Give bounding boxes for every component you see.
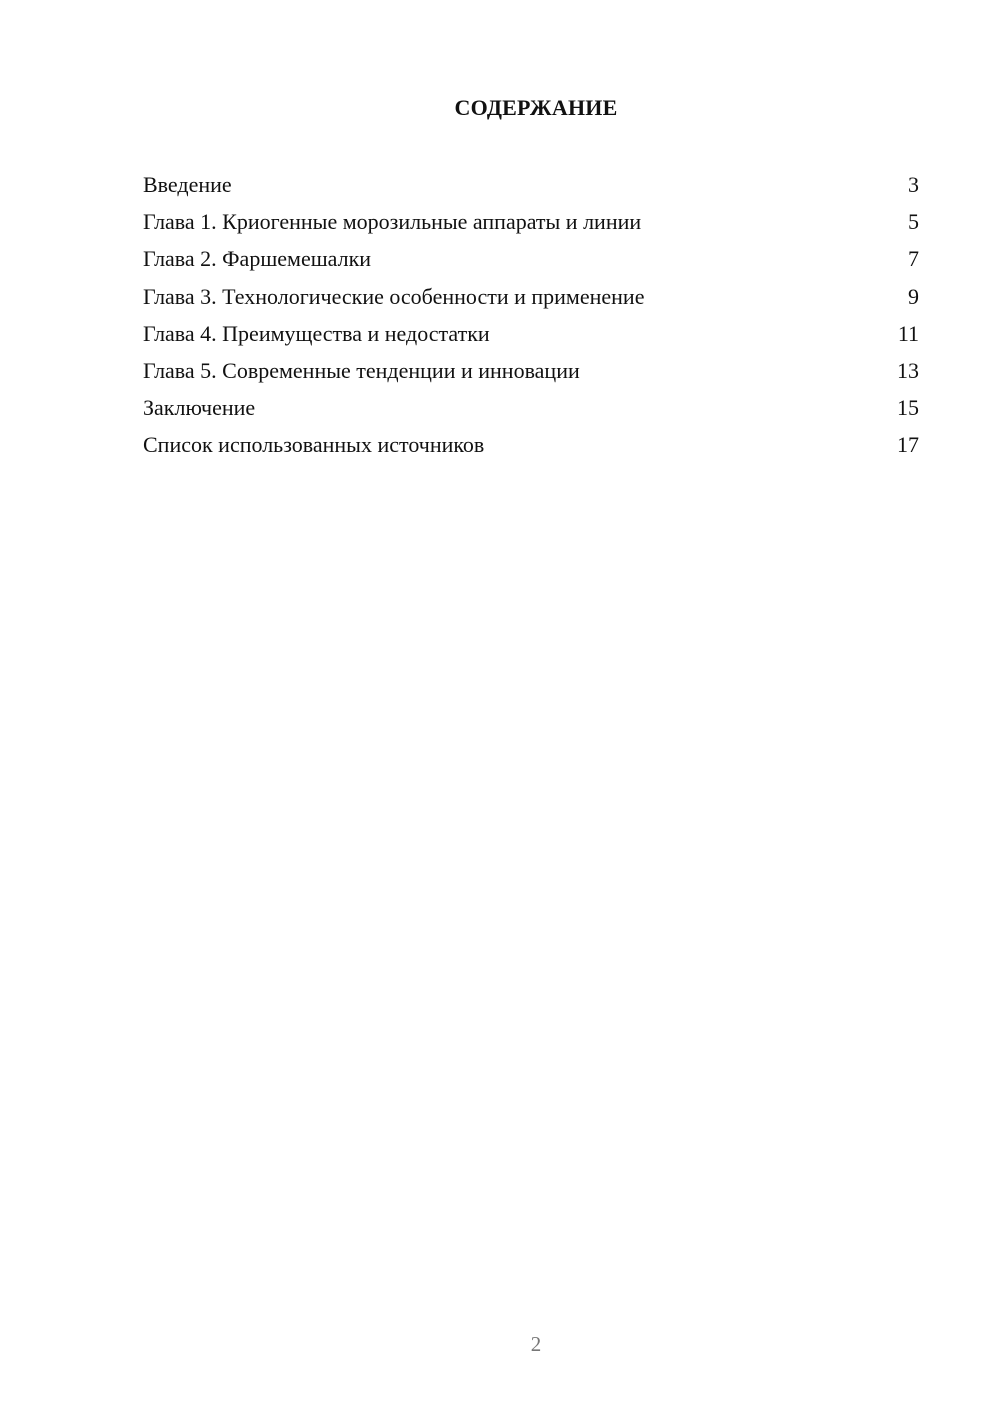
toc-entry-page: 11 (897, 320, 919, 346)
toc-entry-page: 9 (908, 283, 919, 309)
toc-entry-label: Введение (143, 172, 232, 197)
toc-entry-label: Глава 4. Преимущества и недостатки (143, 320, 490, 346)
toc-entry-label: Список использованных источников (143, 432, 485, 458)
toc-entry-introduction (143, 166, 919, 203)
toc-entry-page: 7 (908, 246, 919, 272)
page-number: 2 (530, 1332, 542, 1356)
toc-entry-chapter-1 (143, 203, 919, 240)
toc-entry-label: Глава 1. Криогенные морозильные аппараты и линии (143, 209, 642, 235)
toc-entry-chapter-4 (143, 315, 919, 352)
toc-entry-references (143, 426, 919, 463)
toc-entry-page: 13 (897, 357, 919, 383)
toc-entry-page: 17 (897, 432, 919, 458)
toc-entry-chapter-2 (143, 240, 919, 277)
toc-entry-label: Заключение (143, 395, 256, 421)
toc-entry-page: 5 (908, 209, 919, 235)
toc-entry-label: Глава 2. Фаршемешалки (143, 246, 372, 272)
toc-entry-page: 3 (908, 172, 919, 197)
toc-entry-chapter-5 (143, 352, 919, 389)
page-title: СОДЕРЖАНИЕ (454, 95, 618, 120)
toc-entry-label: Глава 3. Технологические особенности и применение (143, 283, 645, 309)
table-of-contents (143, 166, 919, 464)
toc-entry-conclusion (143, 389, 919, 426)
toc-entry-label: Глава 5. Современные тенденции и инновации (143, 357, 580, 383)
toc-entry-page: 15 (897, 395, 919, 421)
toc-entry-chapter-3 (143, 278, 919, 315)
